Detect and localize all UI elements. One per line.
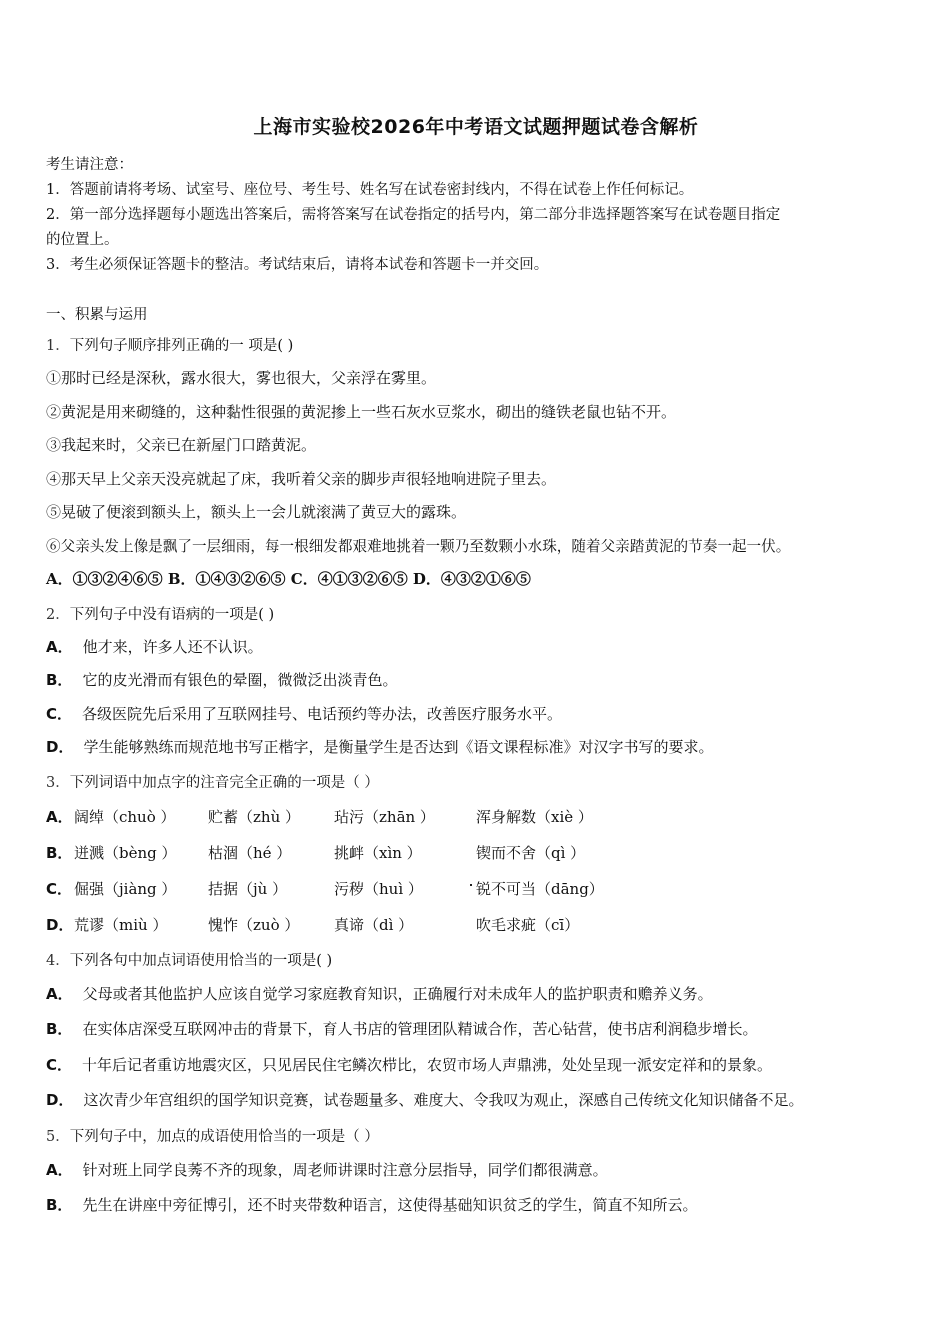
option-letter: C． (46, 879, 73, 898)
option-c (46, 1048, 906, 1084)
page-title: 上海市实验校2026年中考语文试题押题试卷含解析 (253, 116, 699, 138)
sentence-4: ④那天早上父亲天没亮就起了床，我听着父亲的脚步声很轻地响进院子里去。 (46, 469, 557, 488)
option-text: 学生能够熟练而规范地书写正楷字，是衡量学生是否达到《语文课程标准》对汉字书写的要求。 (83, 738, 714, 756)
option-c (46, 871, 906, 907)
notice-item-2-cont: 的位置上。 (46, 232, 119, 248)
question-1-stem (46, 330, 906, 362)
option-letter: D． (46, 1091, 74, 1109)
option-word: 拮据（jù ） (208, 879, 288, 898)
option-a (46, 799, 906, 835)
question-text: 下列句子中，加点的成语使用恰当的一项是（ ） (69, 1128, 379, 1145)
option-b (46, 1012, 906, 1048)
option-word: 倔强（jiàng ） (74, 879, 177, 898)
option-word: 锐不可当（dāng） (476, 879, 604, 898)
option-word: 吹毛求疵（cī） (476, 915, 580, 934)
option-letter: C． (46, 704, 73, 723)
question-text: 下列句子顺序排列正确的一 项是( ) (69, 338, 294, 354)
option-letter: B． (46, 1195, 73, 1214)
option-d (46, 907, 906, 943)
option-letter: D． (46, 915, 74, 934)
option-word: 迸溅（bèng ） (74, 843, 177, 862)
option-word: 真谛（dì ） (334, 915, 414, 934)
notice-item-1: 1．答题前请将考场、试室号、座位号、考生号、姓名写在试卷密封线内，不得在试卷上作任何标记。 (46, 182, 694, 198)
option-text: 这次青少年宫组织的国学知识竞赛，试卷题量多、难度大、令我叹为观止，深感自己传统文化知识储备不足。 (83, 1091, 804, 1109)
option-letter: A． (46, 984, 73, 1003)
option-word: 贮蓄（zhù ） (208, 807, 300, 826)
option-b (46, 1188, 906, 1223)
question-5-stem (46, 1121, 906, 1153)
option-c (46, 698, 906, 732)
option-a (46, 977, 906, 1013)
notice-block (46, 153, 906, 278)
question-text: 下列各句中加点词语使用恰当的一项是( ) (69, 952, 333, 969)
option-letter: B． (46, 1020, 73, 1038)
question-1 (46, 330, 906, 597)
option-b (46, 664, 906, 698)
notice-heading: 考生请注意： (46, 157, 133, 173)
option-b (46, 835, 906, 871)
question-text: 下列词语中加点字的注音完全正确的一项是（ ） (69, 774, 379, 791)
option-text: 先生在讲座中旁征博引，还不时夹带数种语言，这使得基础知识贫乏的学生，简直不知所云。 (82, 1195, 698, 1214)
option-text: 在实体店深受互联网冲击的背景下，育人书店的管理团队精诚合作，苦心钻营，使书店利润稳步增长。 (82, 1020, 758, 1038)
option-d (46, 1083, 906, 1119)
option-d (46, 731, 906, 765)
option-word: 愧怍（zuò ） (208, 915, 300, 934)
option-a (46, 1153, 906, 1188)
question-4-stem (46, 945, 906, 977)
option-text: 十年后记者重访地震灾区，只见居民住宅鳞次栉比，农贸市场人声鼎沸，处处呈现一派安定祥和的景象。 (82, 1055, 773, 1074)
section-heading: 一、积累与运用 (46, 307, 148, 323)
question-3-stem (46, 767, 906, 799)
question-number: 3． (46, 774, 70, 791)
option-word: 挑衅（xìn ） (334, 843, 422, 862)
question-number: 2． (46, 606, 70, 623)
question-number: 5． (46, 1128, 70, 1145)
option-word: 污秽（huì ） (334, 879, 423, 898)
question-4 (46, 945, 906, 1119)
sentence-2: ②黄泥是用来砌缝的，这种黏性很强的黄泥掺上一些石灰水豆浆水，砌出的缝铁老鼠也钻不开。 (46, 402, 677, 421)
option-letter: A． (46, 1160, 73, 1179)
option-letter: D． (46, 738, 74, 756)
notice-item-3: 3．考生必须保证答题卡的整洁。考试结束后，请将本试卷和答题卡一并交回。 (46, 257, 549, 273)
option-word: 阔绰（chuò ） (74, 807, 176, 826)
sentence-5: ⑤晃破了便滚到额头上，额头上一会儿就滚满了黄豆大的露珠。 (46, 503, 467, 521)
notice-item-2: 2．第一部分选择题每小题选出答案后，需将答案写在试卷指定的括号内，第二部分非选择题答案写在试卷题目指定 (46, 207, 781, 223)
question-3 (46, 767, 906, 943)
question-2-stem (46, 599, 906, 631)
question-1-options: A．①③②④⑥⑤ B．①④③②⑥⑤ C．④①③②⑥⑤ D．④③②①⑥⑤ (46, 570, 531, 588)
option-letter: B． (46, 843, 73, 862)
option-word: 荒谬（miù ） (74, 915, 168, 934)
sentence-1: ①那时已经是深秋，露水很大，雾也很大，父亲浮在雾里。 (46, 369, 437, 387)
option-word: 浑身解数（xiè ） (476, 807, 593, 826)
sentence-3: ③我起来时，父亲已在新屋门口踏黄泥。 (46, 436, 317, 454)
sentence-6: ⑥父亲头发上像是飘了一层细雨，每一根细发都艰难地挑着一颗乃至数颗小水珠，随着父亲踏黄泥的节奏一起一伏。 (46, 537, 791, 555)
option-text: 他才来，许多人还不认识。 (82, 637, 263, 656)
option-word: 锲而不舍（qì ） (476, 843, 586, 862)
option-letter: A． (46, 807, 73, 826)
option-letter: A． (46, 637, 73, 656)
question-number: 4． (46, 952, 70, 969)
option-text: 各级医院先后采用了互联网挂号、电话预约等办法，改善医疗服务水平。 (82, 704, 563, 723)
question-2 (46, 599, 906, 765)
question-number: 1． (46, 338, 70, 354)
option-letter: C． (46, 1055, 73, 1074)
option-letter: B． (46, 671, 73, 689)
option-a (46, 631, 906, 665)
option-word: 玷污（zhān ） (334, 807, 435, 826)
option-word: 枯涸（hé ） (208, 843, 292, 862)
option-text: 它的皮光滑而有银色的晕圈，微微泛出淡青色。 (82, 671, 398, 689)
stray-dot-mark (470, 884, 472, 886)
question-text: 下列句子中没有语病的一项是( ) (69, 606, 275, 623)
option-text: 父母或者其他监护人应该自觉学习家庭教育知识，正确履行对未成年人的监护职责和赡养义务。 (82, 984, 713, 1003)
option-text: 针对班上同学良莠不齐的现象，周老师讲课时注意分层指导，同学们都很满意。 (82, 1160, 608, 1179)
question-5 (46, 1121, 906, 1223)
exam-page (46, 112, 906, 1223)
